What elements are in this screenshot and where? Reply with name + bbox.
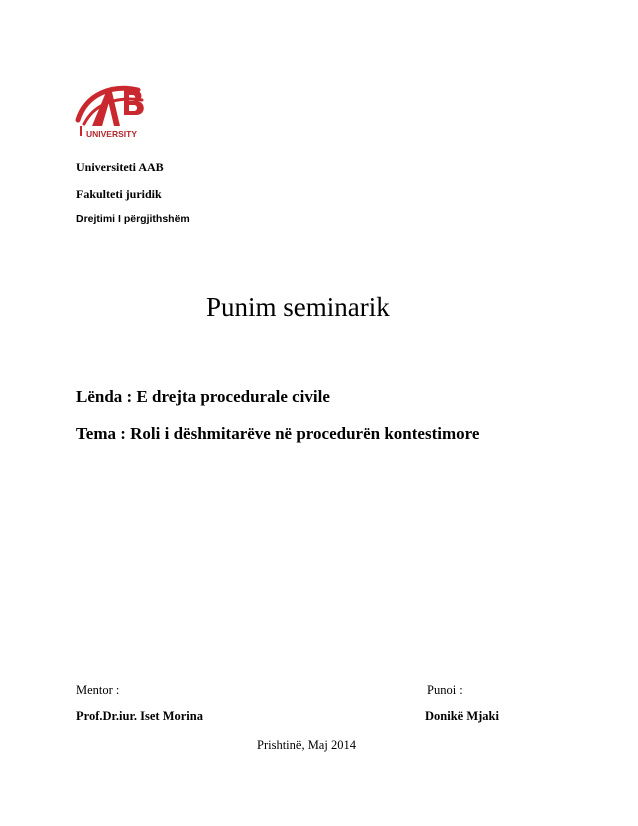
topic-line: Tema : Roli i dëshmitarëve në procedurën kontestimore <box>76 424 480 443</box>
faculty-name: Fakulteti juridik <box>76 187 162 201</box>
logo-text: UNIVERSITY <box>86 129 138 139</box>
mentor-name: Prof.Dr.iur. Iset Morina <box>76 709 203 723</box>
department-name: Drejtimi I përgjithshëm <box>76 213 190 225</box>
document-title: Punim seminarik <box>206 292 390 322</box>
university-name: Universiteti AAB <box>76 160 164 174</box>
author-label: Punoi : <box>427 683 463 697</box>
subject-line: Lënda : E drejta procedurale civile <box>76 387 330 406</box>
author-name: Donikë Mjaki <box>425 709 499 723</box>
place-date: Prishtinë, Maj 2014 <box>257 738 356 752</box>
mentor-label: Mentor : <box>76 683 120 697</box>
university-logo <box>72 80 154 140</box>
